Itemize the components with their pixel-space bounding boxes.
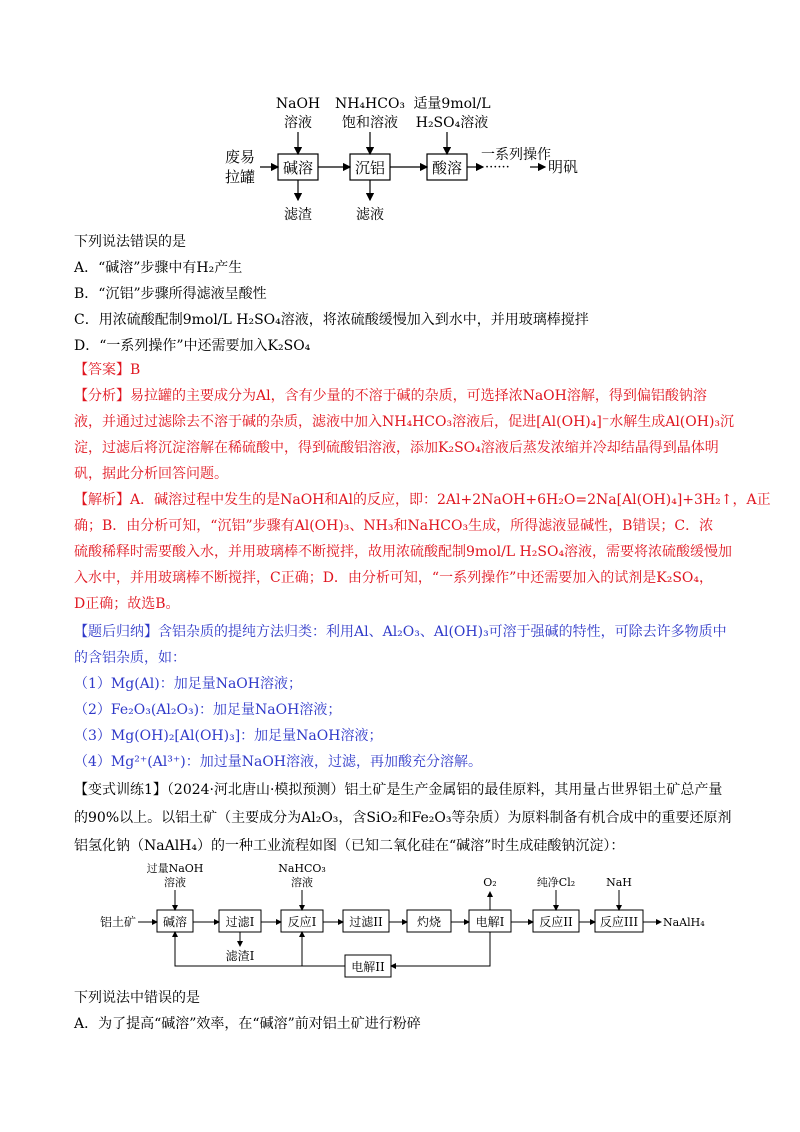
flow2-residue: 滤渣I	[225, 949, 255, 963]
q2-intro-1: 【变式训练1】（2024·河北唐山·模拟预测）铝土矿是生产金属铝的最佳原料，其用量占世界铝土矿总产量	[74, 782, 723, 798]
flow1-step-chenlv: 沉铝	[354, 159, 386, 177]
q1-analysis-1: 【分析】易拉罐的主要成分为Al，含有少量的不溶于碱的杂质，可选择浓NaOH溶解，得到偏铝酸钠溶	[74, 388, 707, 404]
flow1-output-residue: 滤渣	[284, 207, 312, 223]
flow2-step-dianjie1: 电解I	[475, 915, 505, 929]
flow2-product: NaAlH₄	[663, 916, 705, 929]
q1-option-a: A．“碱溶”步骤中有H₂产生	[74, 260, 243, 276]
q1-option-b: B．“沉铝”步骤所得滤液呈酸性	[74, 286, 267, 302]
flow-diagram-alum	[215, 92, 595, 227]
q1-analysis-4: 矾，据此分析回答问题。	[74, 466, 228, 482]
flow1-step-jianrong: 碱溶	[282, 159, 314, 177]
q1-summary-1: 【题后归纳】含铝杂质的提纯方法归类：利用Al、Al₂O₃、Al(OH)₃可溶于强碱的特性，可除去许多物质中	[74, 624, 727, 640]
flow2-reagent-nah: NaH	[606, 876, 632, 889]
flow1-reagent-nh4hco3: NH₄HCO₃	[334, 96, 406, 112]
flow2-electrolysis2: 电解II	[351, 960, 385, 974]
flow2-step-fanying2: 反应II	[539, 915, 573, 929]
flow1-input-1: 废易	[225, 148, 256, 166]
q1-option-d: D．“一系列操作”中还需要加入K₂SO₄	[74, 338, 311, 354]
flow2-reagent-naoh-2: 溶液	[164, 876, 186, 889]
flow2-step-fanying3: 反应III	[599, 915, 639, 929]
flow1-reagent-h2so4-2: H₂SO₄溶液	[415, 115, 489, 131]
flow2-step-jianrong: 碱溶	[162, 915, 188, 929]
q2-prompt: 下列说法中错误的是	[74, 990, 200, 1006]
q2-intro-3: 铝氢化钠（NaAlH₄）的一种工业流程如图（已知二氧化硅在“碱溶”时生成硅酸钠沉淀）：	[74, 838, 625, 854]
q1-analysis-2: 液，并通过过滤除去不溶于碱的杂质，滤液中加入NH₄HCO₃溶液后，促进[Al(OH)₄]⁻水解生成Al(OH)₃沉	[74, 414, 735, 430]
q1-summary-3: （1）Mg(Al)：加足量NaOH溶液；	[74, 676, 302, 692]
flow1-step-suanrong: 酸溶	[431, 159, 463, 177]
flow2-input: 铝土矿	[100, 915, 137, 929]
q1-summary-4: （2）Fe₂O₃(Al₂O₃)：加足量NaOH溶液；	[74, 702, 342, 718]
flow1-reagent-nh4hco3-2: 饱和溶液	[342, 115, 398, 131]
flow1-input-2: 拉罐	[225, 168, 256, 186]
flow-diagram-naalh4	[95, 860, 715, 980]
q1-prompt: 下列说法错误的是	[74, 234, 186, 250]
flow1-arrow-label: 一系列操作	[481, 147, 551, 163]
flow2-step-zhuoshao: 灼烧	[416, 915, 442, 929]
flow1-reagent-naoh-2: 溶液	[284, 115, 312, 131]
flow2-reagent-nahco3: NaHCO₃	[278, 862, 326, 875]
q2-option-a: A．为了提高“碱溶”效率，在“碱溶”前对铝土矿进行粉碎	[74, 1016, 421, 1032]
q1-explanation-4: 入水中，并用玻璃棒不断搅拌，C正确；D．由分析可知，“一系列操作”中还需要加入的试剂是K₂SO₄，	[74, 570, 714, 586]
q1-summary-6: （4）Mg²⁺(Al³⁺)：加过量NaOH溶液，过滤，再加酸充分溶解。	[74, 754, 483, 770]
q1-summary-5: （3）Mg(OH)₂[Al(OH)₃]：加足量NaOH溶液；	[74, 728, 383, 744]
q1-explanation-2: 确；B．由分析可知，“沉铝”步骤有Al(OH)₃、NH₃和NaHCO₃生成，所得滤液显碱性，B错误；C．浓	[74, 518, 714, 534]
flow2-reagent-cl2: 纯净Cl₂	[536, 876, 576, 889]
flow1-product: 明矾	[548, 158, 579, 176]
flow1-reagent-h2so4: 适量9mol/L	[413, 96, 491, 112]
q1-explanation-1: 【解析】A．碱溶过程中发生的是NaOH和Al的反应，即：2Al+2NaOH+6H₂O=2Na[Al(OH)₄]+3H₂↑，A正	[74, 492, 771, 508]
flow1-dots: ······	[485, 160, 510, 175]
flow2-step-guolv1: 过滤I	[225, 915, 255, 929]
flow2-reagent-o2: O₂	[483, 876, 497, 889]
q1-summary-2: 的含铝杂质，如：	[74, 650, 186, 666]
q1-explanation-5: D正确；故选B。	[74, 596, 180, 612]
q1-explanation-3: 硫酸稀释时需要酸入水，并用玻璃棒不断搅拌，故用浓硫酸配制9mol/L H₂SO₄溶液，需要将浓硫酸缓慢加	[74, 544, 733, 560]
flow2-step-fanying1: 反应I	[287, 915, 317, 929]
q2-intro-2: 的90%以上。以铝土矿（主要成分为Al₂O₃，含SiO₂和Fe₂O₃等杂质）为原料制备有机合成中的重要还原剂	[74, 810, 732, 826]
q1-option-c: C．用浓硫酸配制9mol/L H₂SO₄溶液，将浓硫酸缓慢加入到水中，并用玻璃棒搅拌	[74, 312, 589, 328]
flow2-reagent-nahco3-2: 溶液	[291, 876, 313, 889]
flow1-reagent-naoh: NaOH	[275, 96, 321, 112]
flow2-reagent-naoh: 过量NaOH	[146, 862, 204, 875]
q1-analysis-3: 淀，过滤后将沉淀溶解在稀硫酸中，得到硫酸铝溶液，添加K₂SO₄溶液后蒸发浓缩并冷却结晶得到晶体明	[74, 440, 719, 456]
flow2-step-guolv2: 过滤II	[349, 915, 383, 929]
q1-answer: 【答案】B	[74, 362, 141, 378]
flow1-output-filtrate: 滤液	[356, 207, 384, 223]
